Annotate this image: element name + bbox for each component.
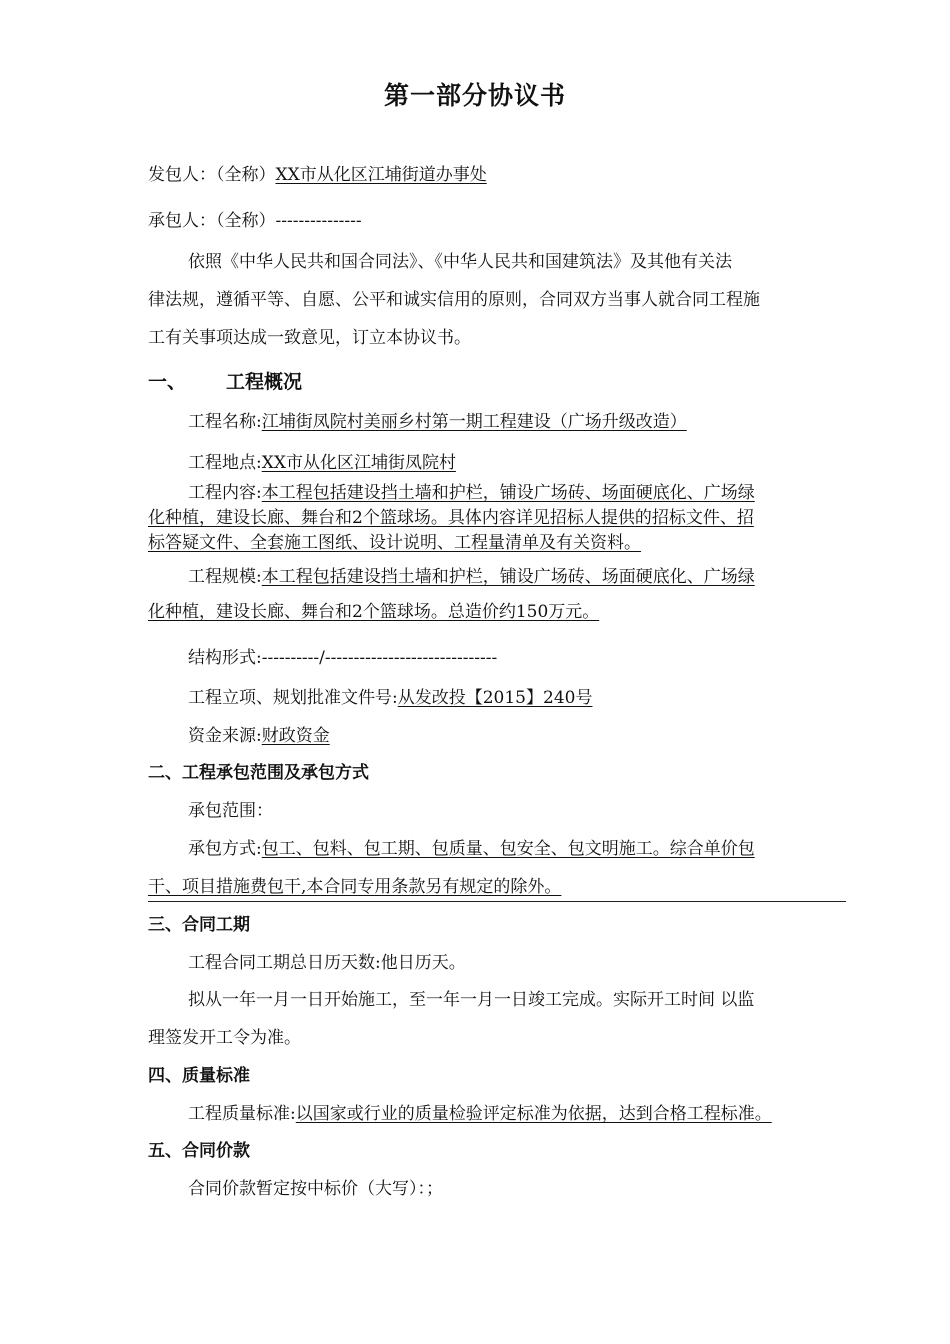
section5-heading: 五、合同价款 [148,1141,250,1161]
party-a-label: 发包人：（全称） [148,165,276,185]
quality-label: 工程质量标准: [188,1104,296,1124]
intro-line-1: 依照《中华人民共和国合同法》、《中华人民共和国建筑法》及其他有关法 [188,252,732,272]
funding-value: 财政资金 [261,726,330,746]
approval-value: 从发改投【2015】240号 [397,688,593,708]
structure-line: 结构形式:----------/------------------------------ [188,648,498,668]
funding-line [188,724,330,748]
project-content-line-3: 标答疑文件、全套施工图纸、设计说明、工程量清单及有关资料。 [148,533,641,553]
method-label: 承包方式: [188,839,262,859]
method-line-1 [188,837,755,861]
project-name-value: 江埔街凤院村美丽乡村第一期工程建设（广场升级改造） [261,412,687,432]
period-line-2: 理签发开工令为准。 [148,1028,301,1048]
party-b-value: --------------- [275,211,362,231]
party-a-line [148,163,487,187]
period-line-1: 拟从一年一月一日开始施工，至一年一月一日竣工完成。实际开工时间 以监 [188,990,755,1010]
quality-line [188,1102,772,1126]
scope-line: 承包范围： [188,801,273,821]
project-scale-value: 本工程包括建设挡土墙和护栏，铺设广场砖、场面硬底化、广场绿 [261,567,755,587]
method-line-2: 干、项目措施费包干,本合同专用条款另有规定的除外。 [148,877,562,897]
approval-label: 工程立项、规划批准文件号: [188,688,398,708]
project-name-line [188,410,687,434]
duration-line: 工程合同工期总日历天数:他日历天。 [188,953,466,973]
price-line: 合同价款暂定按中标价（大写）：； [188,1179,443,1199]
intro-line-3: 工有关事项达成一致意见，订立本协议书。 [148,328,471,348]
section4-heading: 四、质量标准 [148,1066,250,1086]
quality-value: 以国家或行业的质量检验评定标准为依据，达到合格工程标准。 [295,1104,772,1124]
intro-line-2: 律法规，遵循平等、自愿、公平和诚实信用的原则，合同双方当事人就合同工程施 [148,290,760,310]
section1-heading: 工程概况 [226,371,303,393]
document-title: 第一部分协议书 [383,81,566,110]
project-site-value: XX市从化区江埔街凤院村 [261,453,456,473]
funding-label: 资金来源: [188,726,262,746]
party-b-line [148,209,362,233]
section1-number: 一、 [148,371,187,393]
method-value: 包工、包料、包工期、包质量、包安全、包文明施工。综合单价包 [261,839,755,859]
project-scale-label: 工程规模: [188,567,262,587]
project-scale-line-1 [188,565,755,589]
project-content-line-2: 化种植，建设长廊、舞台和2个篮球场。具体内容详见招标人提供的招标文件、招 [148,508,754,528]
project-content-value: 本工程包括建设挡土墙和护栏，铺设广场砖、场面硬底化、广场绿 [261,483,755,503]
project-content-label: 工程内容: [188,483,262,503]
section3-heading: 三、合同工期 [148,915,250,935]
party-b-label: 承包人：（全称） [148,211,276,231]
project-scale-line-2: 化种植，建设长廊、舞台和2个篮球场。总造价约150万元。 [148,602,600,622]
approval-line [188,686,592,710]
section2-heading: 二、工程承包范围及承包方式 [148,763,369,783]
project-site-label: 工程地点: [188,453,262,473]
project-name-label: 工程名称: [188,412,262,432]
horizontal-rule [148,901,846,902]
project-content-line-1 [188,481,755,505]
party-a-value: XX市从化区江埔街道办事处 [275,165,487,185]
project-site-line [188,451,456,475]
